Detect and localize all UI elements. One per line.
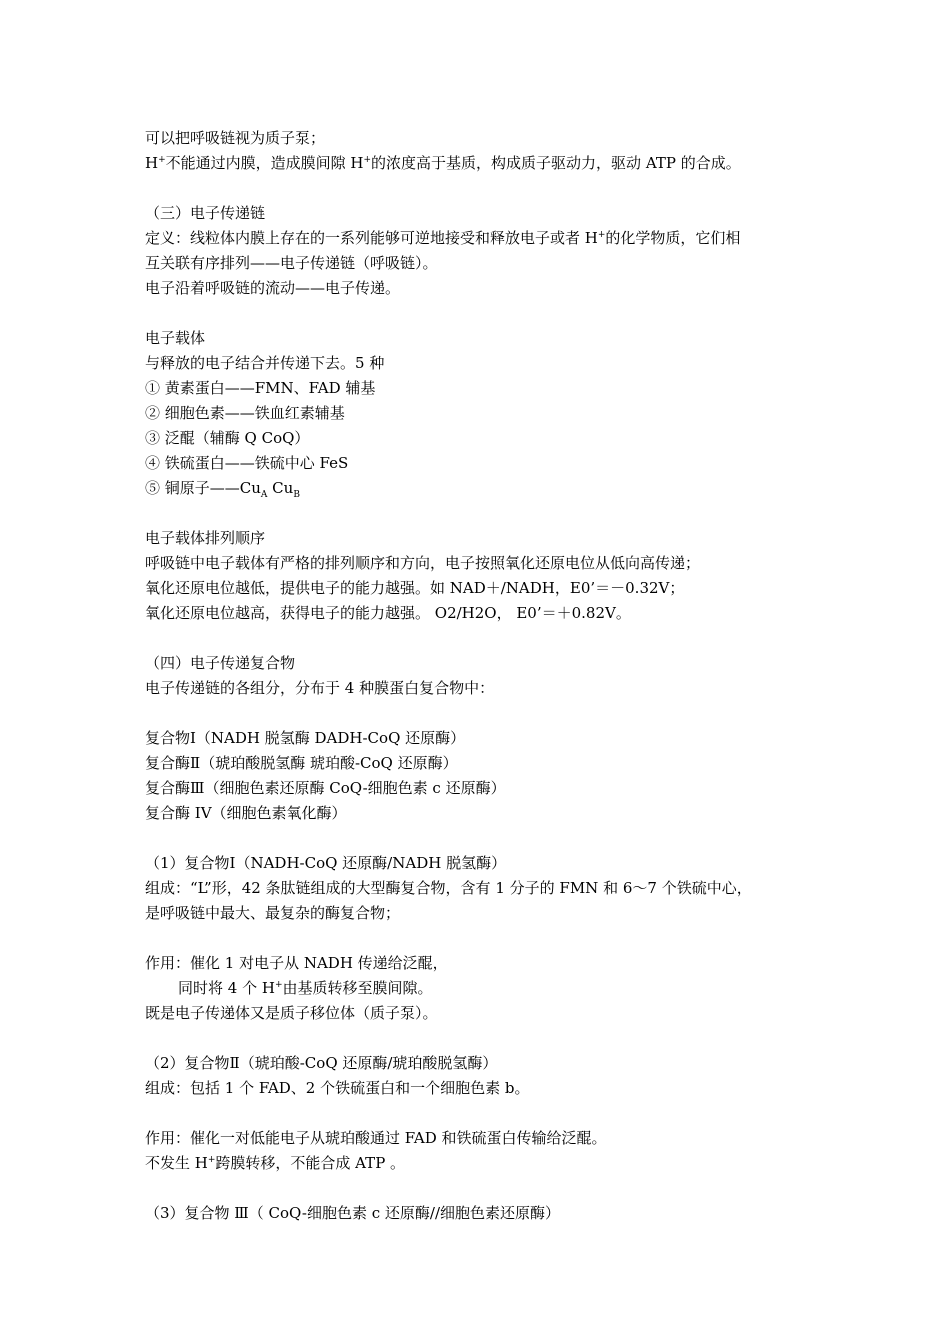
text-line [145,601,835,626]
superscript: + [363,155,372,165]
blank-line [145,626,835,651]
blank-line [145,1026,835,1051]
superscript: + [207,1155,216,1165]
text-line [145,726,835,751]
text-line [145,801,835,826]
text-segment: 作用：催化 1 对电子从 NADH 传递给泛醌， [145,954,448,972]
text-line [145,151,835,176]
text-segment: 作用：催化一对低能电子从琥珀酸通过 FAD 和铁硫蛋白传输给泛醌。 [145,1129,607,1147]
blank-line [145,701,835,726]
text-line [145,426,835,451]
blank-line [145,926,835,951]
text-segment: Cu [267,479,294,497]
text-segment: 既是电子传递体又是质子移位体（质子泵）。 [145,1004,438,1022]
blank-line [145,1176,835,1201]
superscript: + [158,155,166,165]
text-segment: （1）复合物Ⅰ（NADH-CoQ 还原酶/NADH 脱氢酶） [145,854,507,872]
text-line [145,401,835,426]
text-segment: 复合酶 IV（细胞色素氧化酶） [145,804,347,822]
text-segment: 氧化还原电位越高，获得电子的能力越强。 O2/H2O， E0’＝＋0.82V。 [145,604,631,622]
text-line [145,226,835,251]
text-line [145,376,835,401]
text-line [145,201,835,226]
text-line [145,1001,835,1026]
superscript: + [274,980,283,990]
superscript: + [597,230,606,240]
text-segment: （3）复合物 Ⅲ（ CoQ-细胞色素 c 还原酶//细胞色素还原酶） [145,1204,561,1222]
text-line [145,751,835,776]
text-segment: 跨膜转移，不能合成 ATP 。 [215,1154,406,1172]
text-line [145,851,835,876]
text-segment: ③ 泛醌（辅酶 Q CoQ） [145,429,310,447]
text-line [145,1201,835,1226]
text-line [145,1051,835,1076]
subscript: A [260,490,268,500]
text-line [145,776,835,801]
text-line [145,576,835,601]
text-segment: 是呼吸链中最大、最复杂的酶复合物； [145,904,401,922]
text-line [145,351,835,376]
text-segment: 组成：“L”形，42 条肽链组成的大型酶复合物，含有 1 分子的 FMN 和 6～7 个铁硫中心， [145,879,752,897]
text-line [145,451,835,476]
text-segment: ① 黄素蛋白——FMN、FAD 辅基 [145,379,376,397]
text-segment: 复合酶Ⅲ（细胞色素还原酶 CoQ-细胞色素 c 还原酶） [145,779,506,797]
text-line [145,951,835,976]
text-segment: 电子传递链的各组分，分布于 4 种膜蛋白复合物中： [145,679,495,697]
text-line [145,676,835,701]
text-line [145,876,835,901]
blank-line [145,501,835,526]
text-segment: 不发生 H [145,1154,208,1172]
text-segment: 由基质转移至膜间隙。 [282,979,433,997]
text-segment: 的浓度高于基质，构成质子驱动力，驱动 ATP 的合成。 [371,154,741,172]
text-line [145,326,835,351]
text-line [145,551,835,576]
text-segment: 复合酶Ⅱ（琥珀酸脱氢酶 琥珀酸-CoQ 还原酶） [145,754,458,772]
text-segment: 可以把呼吸链视为质子泵； [145,129,326,147]
text-segment: ⑤ 铜原子——Cu [145,479,261,497]
text-segment: 复合物Ⅰ（NADH 脱氢酶 DADH-CoQ 还原酶） [145,729,466,747]
text-segment: （2）复合物Ⅱ（琥珀酸-CoQ 还原酶/琥珀酸脱氢酶） [145,1054,498,1072]
blank-line [145,301,835,326]
text-segment: 电子载体 [145,329,206,347]
text-segment: 与释放的电子结合并传递下去。5 种 [145,354,385,372]
subscript: B [293,490,300,500]
text-segment: 组成：包括 1 个 FAD、2 个铁硫蛋白和一个细胞色素 b。 [145,1079,530,1097]
text-segment: 电子载体排列顺序 [145,529,266,547]
text-segment: ② 细胞色素——铁血红素辅基 [145,404,345,422]
text-line [145,1076,835,1101]
text-line [145,1151,835,1176]
text-segment: 呼吸链中电子载体有严格的排列顺序和方向，电子按照氧化还原电位从低向高传递； [145,554,701,572]
blank-line [145,1101,835,1126]
text-segment: 同时将 4 个 H [178,979,275,997]
text-segment: H [145,154,159,172]
text-segment: 氧化还原电位越低，提供电子的能力越强。如 NAD＋/NADH，E0’＝－0.32V； [145,579,685,597]
text-line [145,651,835,676]
text-line [145,251,835,276]
text-segment: 的化学物质，它们相 [605,229,741,247]
blank-line [145,826,835,851]
text-segment: 不能通过内膜，造成膜间隙 H [165,154,364,172]
text-line [145,276,835,301]
text-line [145,901,835,926]
blank-line [145,176,835,201]
text-segment: 定义：线粒体内膜上存在的一系列能够可逆地接受和释放电子或者 H [145,229,598,247]
document-body [145,126,835,1226]
text-segment: ④ 铁硫蛋白——铁硫中心 FeS [145,454,349,472]
text-segment: 电子沿着呼吸链的流动——电子传递。 [145,279,401,297]
text-line [145,526,835,551]
text-segment: （三）电子传递链 [145,204,266,222]
text-line [145,476,835,501]
text-segment: 互关联有序排列——电子传递链（呼吸链）。 [145,254,438,272]
text-segment: （四）电子传递复合物 [145,654,296,672]
text-line [145,1126,835,1151]
text-line [145,126,835,151]
text-line [145,976,835,1001]
